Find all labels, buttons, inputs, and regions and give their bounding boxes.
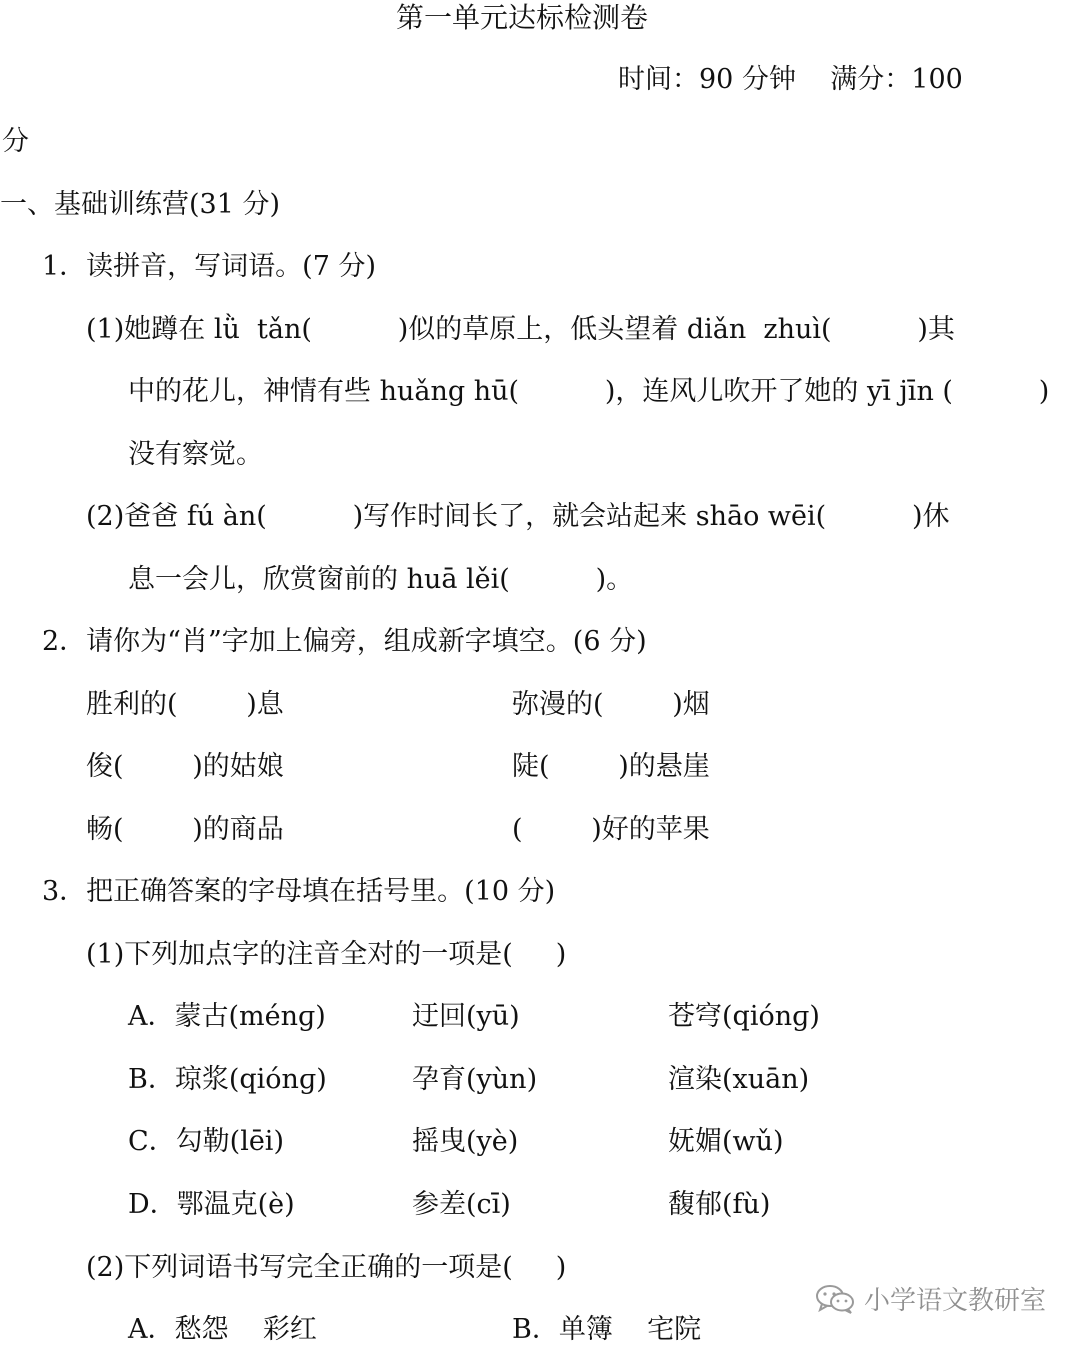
exam-title: 第一单元达标检测卷 bbox=[396, 1, 649, 34]
question-1-part-1-line-1: (1)她蹲在 lǜ tǎn( )似的草原上，低头望着 diǎn zhuì( )其 bbox=[86, 314, 955, 345]
watermark-text: 小学语文教研室 bbox=[863, 1286, 1046, 1316]
question-3-stem: 3．把正确答案的字母填在括号里。(10 分) bbox=[42, 876, 556, 907]
option-d-word-1: D．鄂温克(è) bbox=[128, 1189, 295, 1220]
question-1-part-2-line-1: (2)爸爸 fú àn( )写作时间长了，就会站起来 shāo wēi( )休 bbox=[86, 501, 950, 532]
q2-item: 俊( )的姑娘 bbox=[86, 751, 284, 782]
option-a-word-2: 迂回(yū) bbox=[412, 1001, 520, 1032]
question-3-sub-2: (2)下列词语书写完全正确的一项是( ) bbox=[86, 1252, 567, 1283]
q2-item: 陡( )的悬崖 bbox=[512, 751, 710, 782]
q2-item: 弥漫的( )烟 bbox=[512, 689, 710, 720]
option-b-word-1: B．琼浆(qiónɡ) bbox=[128, 1064, 327, 1095]
option-c-word-2: 摇曳(yè) bbox=[412, 1126, 519, 1157]
option-b-word-3: 渲染(xuān) bbox=[668, 1064, 810, 1095]
option-c-word-3: 妩媚(wǔ) bbox=[668, 1126, 784, 1157]
option-c-word-1: C．勾勒(lēi) bbox=[128, 1126, 284, 1157]
question-1-part-1-line-2: 中的花儿，神情有些 huǎng hū( )，连风儿吹开了她的 yī jīn ( ) bbox=[128, 376, 1050, 407]
option-a-word-3: 苍穹(qiónɡ) bbox=[668, 1001, 820, 1032]
option-d-word-3: 馥郁(fù) bbox=[668, 1189, 771, 1220]
time-and-score: 时间：90 分钟 满分：100 bbox=[618, 64, 963, 95]
q2-item: 畅( )的商品 bbox=[86, 814, 284, 845]
question-2-stem: 2．请你为“肖”字加上偏旁，组成新字填空。(6 分) bbox=[42, 626, 647, 657]
sub-2-option-a: A．愁怨 彩红 bbox=[128, 1314, 317, 1345]
q2-item: 胜利的( )息 bbox=[86, 689, 284, 720]
question-1-part-2-line-2: 息一会儿，欣赏窗前的 huā lěi( )。 bbox=[128, 564, 634, 595]
question-1-part-1-line-3: 没有察觉。 bbox=[128, 439, 263, 470]
watermark bbox=[814, 1280, 1046, 1317]
question-3-sub-1: (1)下列加点字的注音全对的一项是( ) bbox=[86, 939, 567, 970]
option-b-word-2: 孕育(yùn) bbox=[412, 1064, 538, 1095]
option-d-word-2: 参差(cī) bbox=[412, 1189, 511, 1220]
question-1-stem: 1．读拼音，写词语。(7 分) bbox=[42, 251, 377, 282]
section-heading: 一、基础训练营(31 分) bbox=[0, 189, 281, 220]
sub-2-option-b: B．单簿 宅院 bbox=[512, 1314, 702, 1345]
q2-item: ( )好的苹果 bbox=[512, 814, 710, 845]
option-a-word-1: A．蒙古(ménɡ) bbox=[128, 1001, 326, 1032]
score-unit-wrap: 分 bbox=[2, 126, 29, 157]
wechat-icon bbox=[814, 1284, 856, 1314]
